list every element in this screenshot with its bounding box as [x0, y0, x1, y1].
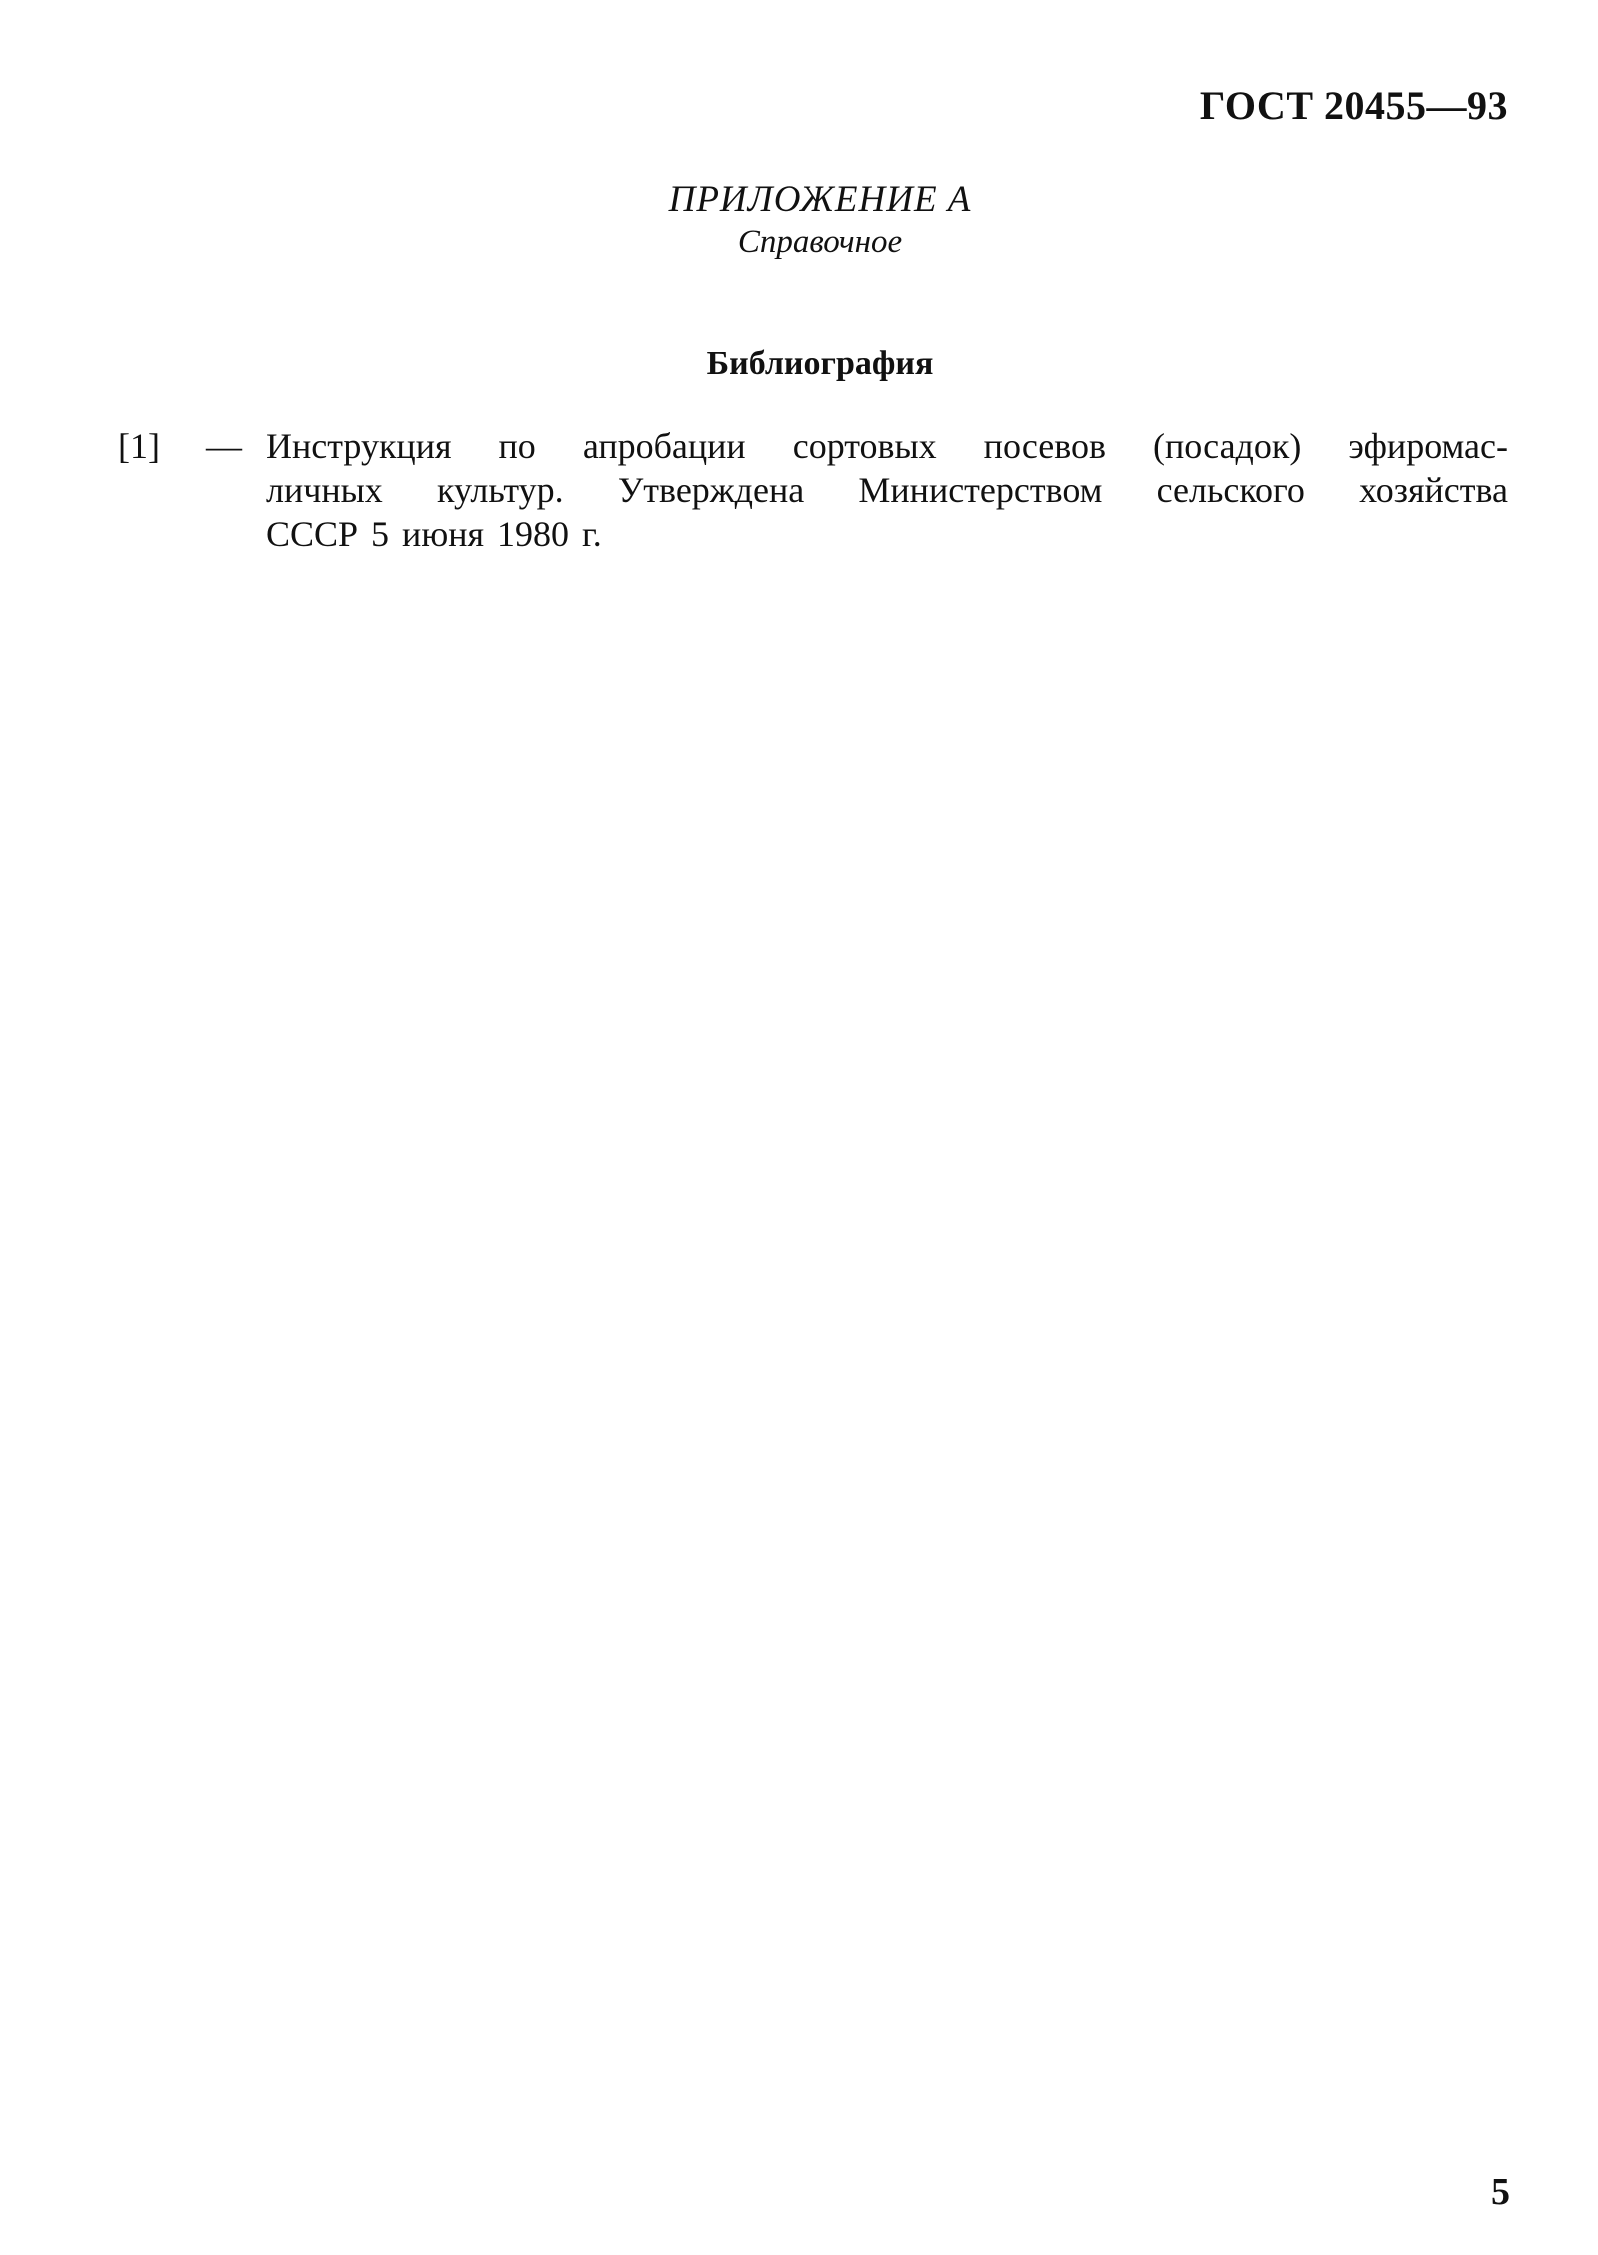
bibliography-entry-line: личных культур. Утверждена Министерством сельского хозяйства: [266, 470, 1508, 510]
bibliography-entry-dash: —: [206, 426, 242, 466]
bibliography-entry-line: СССР 5 июня 1980 г.: [266, 514, 602, 554]
section-heading: Библиография: [706, 345, 934, 382]
bibliography-entry-number: [1]: [118, 426, 160, 466]
appendix-title: ПРИЛОЖЕНИЕ А: [668, 179, 972, 220]
bibliography-entry-text: [266, 424, 1508, 556]
appendix-header: [0, 178, 1598, 262]
document-code: ГОСТ 20455—93: [1199, 83, 1508, 128]
page-number: 5: [1491, 2171, 1510, 2213]
bibliography-entry-line: Инструкция по апробации сортовых посевов (посадок) эфиромас-: [266, 426, 1508, 466]
appendix-subtitle: Справочное: [737, 224, 903, 260]
